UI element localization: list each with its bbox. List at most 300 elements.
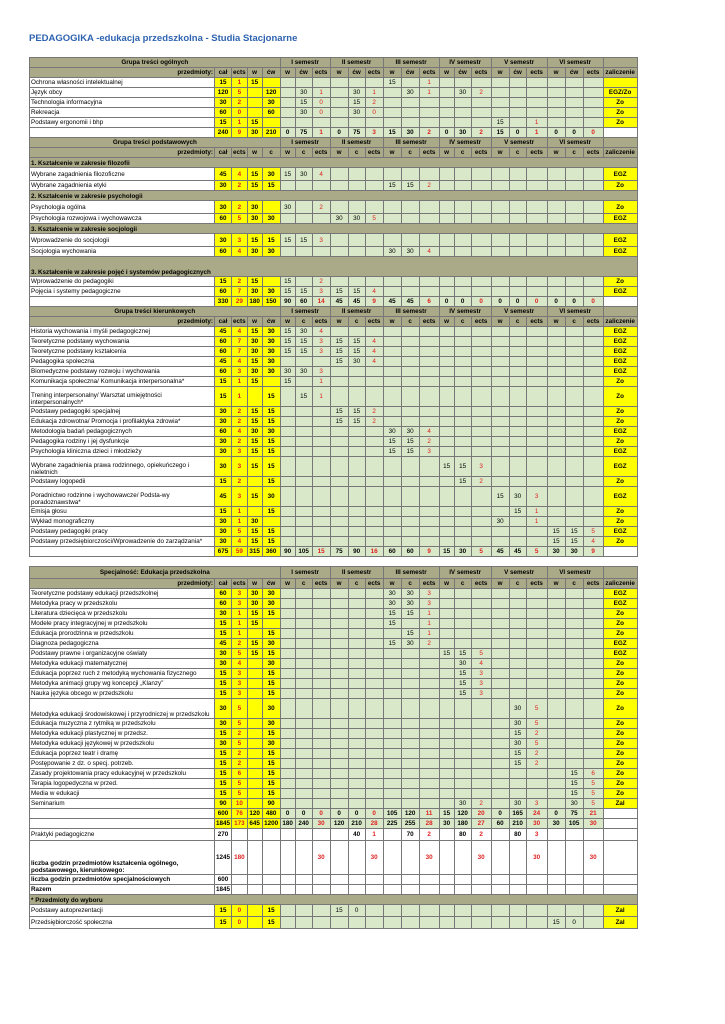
- table-cell: Zo: [603, 407, 637, 417]
- table-cell: 30: [215, 201, 232, 214]
- table-cell: [365, 749, 383, 759]
- table-cell: [383, 829, 401, 841]
- table-cell: [547, 759, 565, 769]
- table-cell: Metodyka edukacji matematycznej: [30, 659, 215, 669]
- table-cell: 15: [247, 417, 262, 427]
- table-cell: [454, 357, 471, 367]
- table-cell: 45: [215, 357, 232, 367]
- table-cell: [401, 905, 419, 917]
- table-cell: 2: [232, 639, 248, 649]
- table-cell: [348, 527, 365, 537]
- table-cell: [330, 234, 348, 247]
- table-cell: [330, 669, 348, 679]
- table-cell: [491, 769, 509, 779]
- table-cell: [312, 477, 330, 487]
- table-cell: 90: [348, 547, 365, 557]
- table-cell: 30: [348, 214, 365, 224]
- table-cell: [330, 507, 348, 517]
- table-cell: [247, 387, 262, 407]
- table-cell: 9: [419, 547, 439, 557]
- table-cell: 70: [401, 829, 419, 841]
- table-cell: [454, 277, 471, 287]
- table-cell: [330, 729, 348, 739]
- table-cell: 15: [215, 118, 232, 128]
- table-cell: Zal: [603, 917, 637, 929]
- table-cell: [583, 639, 603, 649]
- table-cell: 2: [232, 749, 248, 759]
- table-cell: [471, 387, 491, 407]
- table-cell: [491, 447, 509, 457]
- table-cell: [439, 98, 454, 108]
- table-cell: w: [330, 148, 348, 158]
- table-cell: [312, 417, 330, 427]
- table-cell: [383, 118, 401, 128]
- table-cell: Podstawy pedagogiki specjalnej: [30, 407, 215, 417]
- table-row: [30, 168, 638, 181]
- table-cell: [509, 234, 526, 247]
- table-cell: 60: [383, 547, 401, 557]
- table-cell: 30: [295, 168, 312, 181]
- table-cell: [330, 78, 348, 88]
- table-cell: [509, 905, 526, 917]
- table-row: [30, 88, 638, 98]
- table-cell: [565, 357, 583, 367]
- table-cell: [312, 799, 330, 809]
- table-cell: [509, 447, 526, 457]
- table-cell: 165: [509, 809, 526, 819]
- table-cell: VI semestr: [547, 58, 603, 68]
- table-cell: 1. Kształcenie w zakresie filozofii: [30, 158, 638, 168]
- table-cell: [526, 88, 547, 98]
- table-cell: 30: [262, 367, 280, 377]
- table-cell: [509, 841, 526, 875]
- table-cell: [383, 287, 401, 297]
- table-cell: zaliczenie: [603, 68, 637, 78]
- table-row: [30, 377, 638, 387]
- table-cell: [565, 88, 583, 98]
- table-cell: [603, 819, 637, 829]
- table-cell: [295, 589, 312, 599]
- table-cell: [454, 234, 471, 247]
- table-cell: 105: [295, 547, 312, 557]
- table-cell: [30, 819, 215, 829]
- table-cell: [312, 599, 330, 609]
- table-cell: [295, 277, 312, 287]
- table-cell: [383, 629, 401, 639]
- table-cell: [330, 118, 348, 128]
- table-cell: I semestr: [280, 138, 330, 148]
- table-cell: [295, 507, 312, 517]
- table-cell: [348, 327, 365, 337]
- table-cell: 60: [491, 819, 509, 829]
- table-cell: 30: [565, 547, 583, 557]
- table-cell: [491, 507, 509, 517]
- table-cell: 30: [262, 168, 280, 181]
- table-cell: [383, 719, 401, 729]
- table-cell: 30: [312, 819, 330, 829]
- table-cell: [491, 689, 509, 699]
- table-cell: [547, 181, 565, 191]
- table-cell: [491, 719, 509, 729]
- table-cell: c: [401, 148, 419, 158]
- table-cell: [247, 759, 262, 769]
- table-cell: [471, 517, 491, 527]
- table-cell: [491, 387, 509, 407]
- table-cell: [401, 799, 419, 809]
- table-cell: 15: [439, 649, 454, 659]
- table-cell: 90: [215, 799, 232, 809]
- table-cell: 15: [262, 447, 280, 457]
- table-cell: [439, 234, 454, 247]
- table-cell: 15: [262, 669, 280, 679]
- table-cell: [348, 78, 365, 88]
- table-cell: 30: [330, 214, 348, 224]
- table-cell: [330, 201, 348, 214]
- table-cell: [565, 619, 583, 629]
- table-cell: Zo: [603, 669, 637, 679]
- table-cell: [401, 487, 419, 507]
- table-cell: Nauka języka obcego w przedszkolu: [30, 689, 215, 699]
- table-cell: [295, 729, 312, 739]
- table-cell: 15: [295, 347, 312, 357]
- table-cell: ects: [471, 148, 491, 158]
- table-cell: [583, 729, 603, 739]
- table-cell: [583, 78, 603, 88]
- table-cell: [295, 457, 312, 477]
- table-cell: 15: [295, 287, 312, 297]
- table-cell: [295, 357, 312, 367]
- table-cell: [547, 214, 565, 224]
- table-cell: [419, 537, 439, 547]
- table-cell: [280, 739, 295, 749]
- table-cell: [583, 347, 603, 357]
- table-cell: 30: [247, 589, 262, 599]
- table-cell: [565, 487, 583, 507]
- table-cell: [439, 427, 454, 437]
- table-cell: 30: [247, 347, 262, 357]
- table-cell: [419, 168, 439, 181]
- table-cell: 120: [454, 809, 471, 819]
- table-row: [30, 829, 638, 841]
- table-cell: 15: [215, 507, 232, 517]
- table-cell: [491, 234, 509, 247]
- table-cell: [295, 181, 312, 191]
- table-cell: [565, 377, 583, 387]
- table-cell: Zo: [603, 739, 637, 749]
- table-cell: 30: [280, 367, 295, 377]
- table-cell: [509, 367, 526, 377]
- table-cell: IV semestr: [439, 567, 491, 579]
- table-cell: w: [439, 317, 454, 327]
- table-cell: [583, 905, 603, 917]
- table-cell: 0: [439, 297, 454, 307]
- table-cell: 480: [262, 809, 280, 819]
- table-cell: w: [330, 579, 348, 589]
- table-cell: [454, 387, 471, 407]
- table-cell: [583, 417, 603, 427]
- table-cell: [280, 527, 295, 537]
- table-cell: 15: [215, 669, 232, 679]
- table-cell: [454, 377, 471, 387]
- table-cell: 15: [348, 287, 365, 297]
- table-cell: ects: [471, 68, 491, 78]
- table-cell: Metodologia badań pedagogicznych: [30, 427, 215, 437]
- table-cell: Pedagogika rodziny i jej dysfunkcje: [30, 437, 215, 447]
- table-cell: Literatura dziecięca w przedszkolu: [30, 609, 215, 619]
- table-cell: [247, 829, 262, 841]
- table-cell: [471, 427, 491, 437]
- table-cell: [439, 599, 454, 609]
- table-cell: 5: [365, 214, 383, 224]
- table-cell: [583, 917, 603, 929]
- table-cell: [439, 168, 454, 181]
- table-cell: 120: [262, 88, 280, 98]
- table-cell: 59: [232, 547, 248, 557]
- table-cell: [583, 377, 603, 387]
- table-cell: [280, 78, 295, 88]
- table-cell: 5: [526, 739, 547, 749]
- table-cell: Emisja głosu: [30, 507, 215, 517]
- table-cell: 28: [365, 819, 383, 829]
- table-cell: [401, 517, 419, 527]
- table-cell: 1: [419, 88, 439, 98]
- table-cell: [401, 337, 419, 347]
- table-cell: [312, 527, 330, 537]
- table-cell: [454, 214, 471, 224]
- table-cell: [330, 108, 348, 118]
- table-cell: [439, 729, 454, 739]
- table-cell: [330, 875, 348, 885]
- table-cell: Historia wychowania i myśli pedagogicznej: [30, 327, 215, 337]
- table-cell: [330, 659, 348, 669]
- table-cell: [280, 537, 295, 547]
- table-cell: [471, 729, 491, 739]
- table-cell: [348, 201, 365, 214]
- table-cell: 15: [262, 457, 280, 477]
- table-cell: 15: [262, 689, 280, 699]
- table-cell: EGZ: [603, 168, 637, 181]
- table-cell: [247, 689, 262, 699]
- table-cell: [547, 769, 565, 779]
- table-cell: Zo: [603, 779, 637, 789]
- table-cell: 30: [215, 517, 232, 527]
- table-cell: ects: [365, 579, 383, 589]
- table-cell: [247, 719, 262, 729]
- table-cell: [383, 457, 401, 477]
- table-cell: [330, 769, 348, 779]
- table-cell: [454, 247, 471, 257]
- table-cell: 1: [312, 387, 330, 407]
- table-cell: Diagnoza pedagogiczna: [30, 639, 215, 649]
- table-cell: [603, 885, 637, 895]
- table-cell: [509, 168, 526, 181]
- table-cell: [365, 168, 383, 181]
- table-cell: [247, 669, 262, 679]
- table-cell: [247, 769, 262, 779]
- table-cell: Teoretyczne podstawy kształcenia: [30, 347, 215, 357]
- table-cell: ects: [233, 69, 246, 76]
- table-cell: [471, 917, 491, 929]
- table-cell: 1: [365, 829, 383, 841]
- table-cell: EGZ: [603, 367, 637, 377]
- table-cell: [280, 885, 295, 895]
- table-cell: [565, 589, 583, 599]
- table-cell: [365, 649, 383, 659]
- table-cell: [565, 609, 583, 619]
- table-cell: [547, 247, 565, 257]
- table-cell: 15: [262, 789, 280, 799]
- table-cell: [330, 277, 348, 287]
- table-cell: [365, 589, 383, 599]
- table-row: [30, 477, 638, 487]
- table-cell: [280, 427, 295, 437]
- table-cell: Technologia informacyjna: [30, 98, 215, 108]
- table-cell: [509, 669, 526, 679]
- table-row: [30, 417, 638, 427]
- table-cell: [547, 357, 565, 367]
- table-cell: [491, 749, 509, 759]
- table-cell: 15: [439, 809, 454, 819]
- table-cell: ects: [583, 579, 603, 589]
- table-row: [30, 158, 638, 168]
- table-cell: [262, 619, 280, 629]
- table-cell: Zo: [603, 377, 637, 387]
- table-cell: [348, 619, 365, 629]
- table-cell: [348, 759, 365, 769]
- table-cell: 15: [439, 457, 454, 477]
- table-cell: Zo: [603, 729, 637, 739]
- table-cell: [547, 417, 565, 427]
- table-cell: 60: [215, 214, 232, 224]
- table-cell: 15: [348, 98, 365, 108]
- table-row: [30, 537, 638, 547]
- table-cell: 45: [215, 639, 232, 649]
- table-cell: 2: [232, 477, 248, 487]
- table-cell: 30: [383, 599, 401, 609]
- table-cell: 180: [232, 841, 248, 875]
- table-cell: [583, 357, 603, 367]
- table-cell: [491, 649, 509, 659]
- table-cell: 105: [565, 819, 583, 829]
- table-cell: [295, 527, 312, 537]
- table-cell: [509, 457, 526, 477]
- table-cell: [603, 809, 637, 819]
- table-cell: 30: [215, 609, 232, 619]
- table-cell: 30: [383, 427, 401, 437]
- table-cell: [383, 214, 401, 224]
- table-cell: 0: [295, 809, 312, 819]
- table-cell: 30: [383, 589, 401, 599]
- table-cell: [583, 367, 603, 377]
- table-cell: [280, 629, 295, 639]
- table-cell: [526, 885, 547, 895]
- table-cell: 16: [365, 547, 383, 557]
- table-cell: [471, 599, 491, 609]
- table-cell: 30: [583, 841, 603, 875]
- table-row: [30, 181, 638, 191]
- table-cell: [262, 118, 280, 128]
- table-cell: [526, 327, 547, 337]
- table-cell: [471, 537, 491, 547]
- table-cell: 15: [383, 128, 401, 138]
- table-cell: 5: [232, 699, 248, 719]
- table-cell: [547, 841, 565, 875]
- table-cell: [547, 719, 565, 729]
- table-cell: w: [247, 68, 262, 78]
- table-cell: 15: [509, 759, 526, 769]
- table-cell: 15: [262, 234, 280, 247]
- table-cell: Podstawy prawne i organizacyjne oświaty: [30, 649, 215, 659]
- table-cell: [439, 78, 454, 88]
- table-cell: 3: [232, 367, 248, 377]
- table-cell: 15: [547, 537, 565, 547]
- table-cell: [312, 759, 330, 769]
- table-cell: [383, 417, 401, 427]
- table-cell: 30: [247, 427, 262, 437]
- table-cell: [348, 885, 365, 895]
- table-cell: 3: [526, 829, 547, 841]
- table-cell: 15: [262, 905, 280, 917]
- table-cell: IV semestr: [439, 138, 491, 148]
- table-cell: Wykład monograficzny: [30, 517, 215, 527]
- table-cell: [603, 307, 637, 317]
- table-cell: [454, 599, 471, 609]
- table-cell: [247, 98, 262, 108]
- table-cell: [454, 527, 471, 537]
- table-cell: [295, 517, 312, 527]
- table-cell: 9: [365, 297, 383, 307]
- table-cell: [471, 619, 491, 629]
- table-cell: [454, 367, 471, 377]
- table-cell: 15: [247, 447, 262, 457]
- table-cell: [509, 917, 526, 929]
- table-cell: 15: [215, 629, 232, 639]
- table-cell: [280, 679, 295, 689]
- table-cell: [348, 841, 365, 875]
- table-cell: [348, 437, 365, 447]
- table-cell: [583, 181, 603, 191]
- table-cell: 15: [565, 537, 583, 547]
- table-cell: 2: [232, 437, 248, 447]
- table-cell: 3: [471, 689, 491, 699]
- table-cell: Zo: [603, 619, 637, 629]
- table-cell: 180: [280, 819, 295, 829]
- table-cell: [295, 487, 312, 507]
- table-cell: 21: [583, 809, 603, 819]
- table-cell: 30: [383, 247, 401, 257]
- table-cell: 3: [526, 799, 547, 809]
- table-cell: [565, 649, 583, 659]
- table-cell: 15: [262, 537, 280, 547]
- table-cell: 4: [312, 327, 330, 337]
- table-cell: [565, 905, 583, 917]
- table-cell: [330, 917, 348, 929]
- table-cell: ćw: [262, 68, 280, 78]
- table-cell: [526, 527, 547, 537]
- table-cell: [491, 108, 509, 118]
- table-cell: 1200: [264, 820, 279, 827]
- table-cell: [471, 357, 491, 367]
- table-cell: 2: [526, 759, 547, 769]
- table-row: [30, 138, 638, 148]
- table-cell: 30: [215, 234, 232, 247]
- table-row: [30, 247, 638, 257]
- table-cell: [330, 447, 348, 457]
- table-cell: [401, 729, 419, 739]
- table-row: [30, 841, 638, 875]
- table-cell: [365, 118, 383, 128]
- table-cell: EGZ: [603, 599, 637, 609]
